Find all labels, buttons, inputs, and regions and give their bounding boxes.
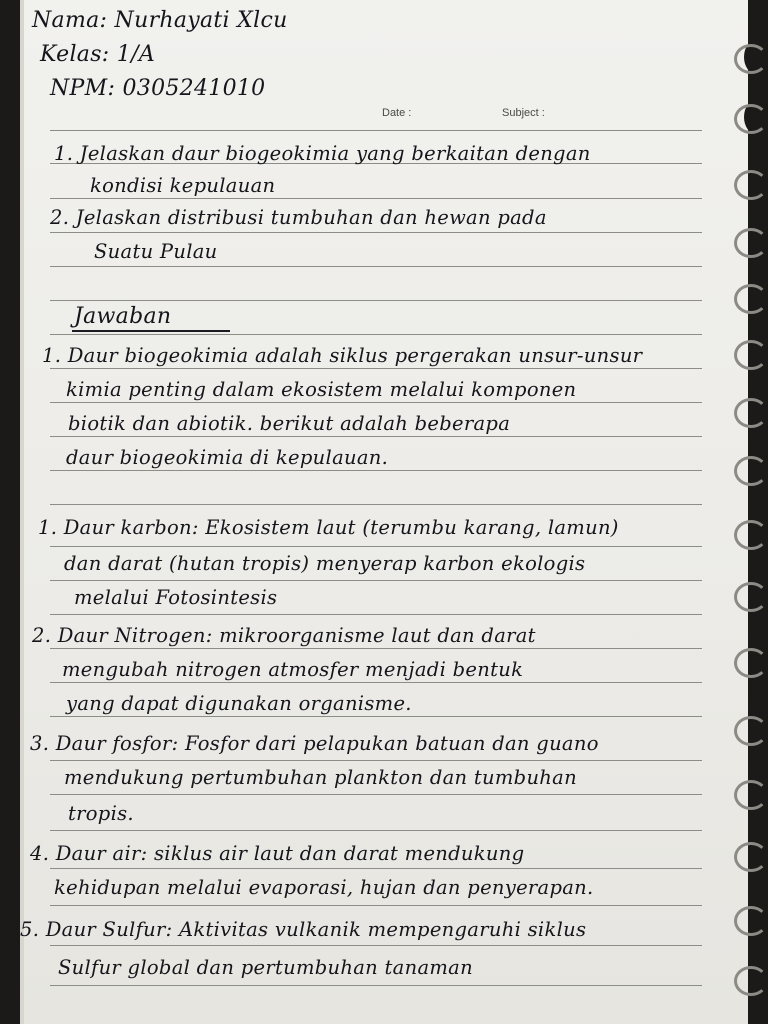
answer-heading-underline bbox=[72, 330, 230, 332]
spiral-ring bbox=[734, 104, 768, 134]
ruled-line bbox=[50, 945, 702, 946]
ruled-line bbox=[50, 716, 702, 717]
ruled-line bbox=[50, 504, 702, 505]
ruled-line bbox=[50, 130, 702, 131]
point-4-line-2: kehidupan melalui evaporasi, hujan dan penyerapan. bbox=[54, 876, 594, 899]
ruled-line bbox=[50, 436, 702, 437]
intro-line-1: 1. Daur biogeokimia adalah siklus pergerakan unsur-unsur bbox=[42, 344, 643, 367]
point-5-line-2: Sulfur global dan pertumbuhan tanaman bbox=[58, 956, 473, 979]
point-2-line-3: yang dapat digunakan organisme. bbox=[66, 692, 412, 715]
spiral-ring bbox=[734, 648, 768, 678]
spiral-ring bbox=[734, 520, 768, 550]
ruled-line bbox=[50, 368, 702, 369]
ruled-line bbox=[50, 402, 702, 403]
subject-label: Subject : bbox=[502, 107, 545, 119]
ruled-line bbox=[50, 580, 702, 581]
student-class: Kelas: 1/A bbox=[40, 42, 156, 67]
spiral-ring bbox=[734, 842, 768, 872]
date-label: Date : bbox=[382, 107, 412, 119]
spiral-ring bbox=[734, 170, 768, 200]
point-2-line-2: mengubah nitrogen atmosfer menjadi bentuk bbox=[62, 658, 524, 681]
point-1-line-2: dan darat (hutan tropis) menyerap karbon ekologis bbox=[64, 552, 586, 575]
point-3-line-3: tropis. bbox=[68, 802, 134, 825]
point-1-line-1: 1. Daur karbon: Ekosistem laut (terumbu karang, lamun) bbox=[38, 516, 619, 539]
notebook-page bbox=[20, 0, 748, 1024]
spiral-ring bbox=[734, 228, 768, 258]
ruled-line bbox=[50, 830, 702, 831]
question-1-line-2: kondisi kepulauan bbox=[90, 174, 276, 197]
spiral-ring bbox=[734, 582, 768, 612]
ruled-line bbox=[50, 682, 702, 683]
ruled-line bbox=[50, 985, 702, 986]
point-2-line-1: 2. Daur Nitrogen: mikroorganisme laut dan darat bbox=[32, 624, 536, 647]
question-2-line-2: Suatu Pulau bbox=[94, 240, 218, 263]
ruled-line bbox=[50, 232, 702, 233]
ruled-line bbox=[50, 614, 702, 615]
spiral-ring bbox=[734, 456, 768, 486]
ruled-line bbox=[50, 905, 702, 906]
page-edge bbox=[20, 0, 24, 1024]
spiral-ring bbox=[734, 44, 768, 74]
spiral-ring bbox=[734, 966, 768, 996]
spiral-ring bbox=[734, 780, 768, 810]
intro-line-4: daur biogeokimia di kepulauan. bbox=[66, 446, 389, 469]
ruled-line bbox=[50, 794, 702, 795]
answer-heading: Jawaban bbox=[74, 304, 172, 329]
ruled-line bbox=[50, 266, 702, 267]
ruled-line bbox=[50, 334, 702, 335]
point-3-line-2: mendukung pertumbuhan plankton dan tumbuhan bbox=[64, 766, 577, 789]
point-4-line-1: 4. Daur air: siklus air laut dan darat mendukung bbox=[30, 842, 525, 865]
point-5-line-1: 5. Daur Sulfur: Aktivitas vulkanik mempengaruhi siklus bbox=[20, 918, 587, 941]
ruled-line bbox=[50, 300, 702, 301]
spiral-ring bbox=[734, 398, 768, 428]
question-2-line-1: 2. Jelaskan distribusi tumbuhan dan hewan pada bbox=[50, 206, 547, 229]
ruled-line bbox=[50, 198, 702, 199]
ruled-line bbox=[50, 470, 702, 471]
intro-line-2: kimia penting dalam ekosistem melalui komponen bbox=[66, 378, 577, 401]
spiral-ring bbox=[734, 906, 768, 936]
student-name: Nama: Nurhayati Xlcu bbox=[32, 8, 288, 33]
point-3-line-1: 3. Daur fosfor: Fosfor dari pelapukan batuan dan guano bbox=[30, 732, 599, 755]
ruled-line bbox=[50, 760, 702, 761]
question-1-line-1: 1. Jelaskan daur biogeokimia yang berkaitan dengan bbox=[54, 142, 591, 165]
spiral-ring bbox=[734, 284, 768, 314]
spiral-ring bbox=[734, 340, 768, 370]
point-1-line-3: melalui Fotosintesis bbox=[74, 586, 278, 609]
student-npm: NPM: 0305241010 bbox=[50, 76, 266, 101]
spiral-ring bbox=[734, 716, 768, 746]
intro-line-3: biotik dan abiotik. berikut adalah beberapa bbox=[68, 412, 511, 435]
ruled-line bbox=[50, 868, 702, 869]
ruled-line bbox=[50, 546, 702, 547]
ruled-line bbox=[50, 648, 702, 649]
